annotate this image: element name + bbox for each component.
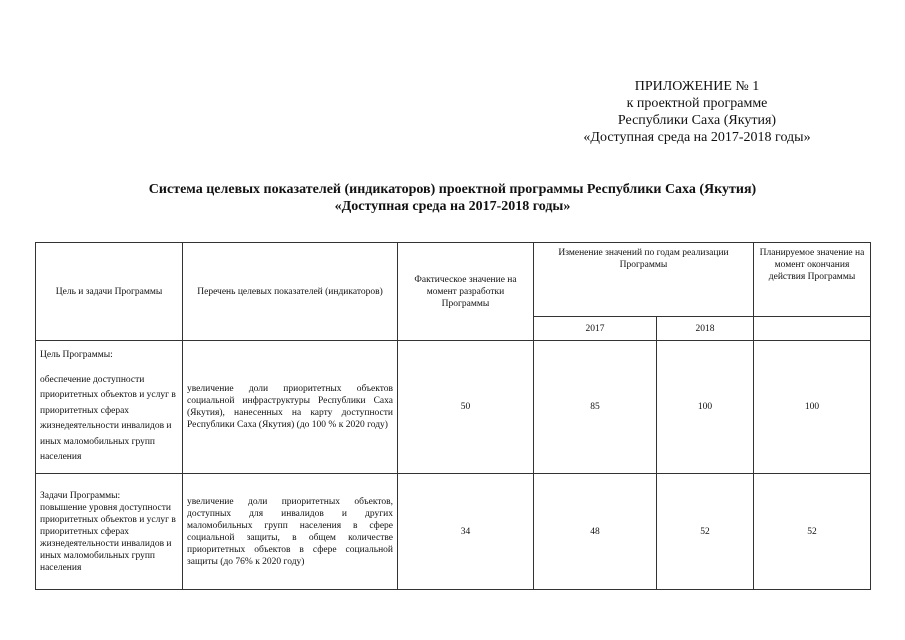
header-indicators: Перечень целевых показателей (индикаторов)	[183, 243, 398, 341]
table-header-row	[36, 243, 871, 317]
header-change-by-year: Изменение значений по годам реализации Программы	[534, 243, 754, 317]
document-title	[0, 181, 905, 215]
header-planned-value: Планируемое значение на момент окончания действия Программы	[754, 243, 871, 317]
actual-value-cell: 50	[398, 341, 534, 474]
appendix-republic: Республики Саха (Якутия)	[617, 113, 777, 128]
header-planned-empty	[754, 317, 871, 341]
actual-value-cell: 34	[398, 474, 534, 590]
value-2017-cell: 48	[534, 474, 657, 590]
tasks-label: Задачи Программы:	[40, 490, 121, 501]
value-2018-cell: 52	[657, 474, 754, 590]
goal-label: Цель Программы:	[40, 349, 113, 360]
value-2017-cell: 85	[534, 341, 657, 474]
header-actual-value: Фактическое значение на момент разработки Программы	[398, 243, 534, 341]
appendix-header	[547, 78, 847, 146]
planned-value-cell: 52	[754, 474, 871, 590]
tasks-cell	[36, 474, 183, 590]
indicator-cell: увеличение доли приоритетных объектов социальной инфраструктуры Республики Саха (Якутия), нанесенных на карту доступности Республики Саха (Якутия) (до 100 % к 2020 году)	[183, 341, 398, 474]
appendix-program-name: «Доступная среда на 2017-2018 годы»	[583, 130, 811, 145]
tasks-text: повышение уровня доступности приоритетных объектов и услуг в приоритетных сферах жизнедеятельности инвалидов и иных маломобильных групп населения	[40, 502, 176, 573]
indicators-table	[35, 242, 871, 590]
appendix-number: ПРИЛОЖЕНИЕ № 1	[634, 79, 760, 94]
document-title-line-1: Система целевых показателей (индикаторов) проектной программы Республики Саха (Якутия)	[148, 182, 757, 197]
goal-text: обеспечение доступности приоритетных объектов и услуг в приоритетных сферах жизнедеятельности инвалидов и иных маломобильных групп населения	[40, 374, 176, 462]
planned-value-cell: 100	[754, 341, 871, 474]
indicator-cell: увеличение доли приоритетных объектов, доступных для инвалидов и других маломобильных групп населения в сфере социальной защиты, в общем количестве приоритетных объектов в сфере социальной защиты (до 76% к 2020 году)	[183, 474, 398, 590]
header-year-2018: 2018	[657, 317, 754, 341]
header-year-2017: 2017	[534, 317, 657, 341]
header-goal: Цель и задачи Программы	[36, 243, 183, 341]
goal-cell	[36, 341, 183, 474]
table-row	[36, 474, 871, 590]
document-title-line-2: «Доступная среда на 2017-2018 годы»	[334, 199, 571, 214]
value-2018-cell: 100	[657, 341, 754, 474]
appendix-program-type: к проектной программе	[626, 96, 768, 111]
table-row	[36, 341, 871, 474]
